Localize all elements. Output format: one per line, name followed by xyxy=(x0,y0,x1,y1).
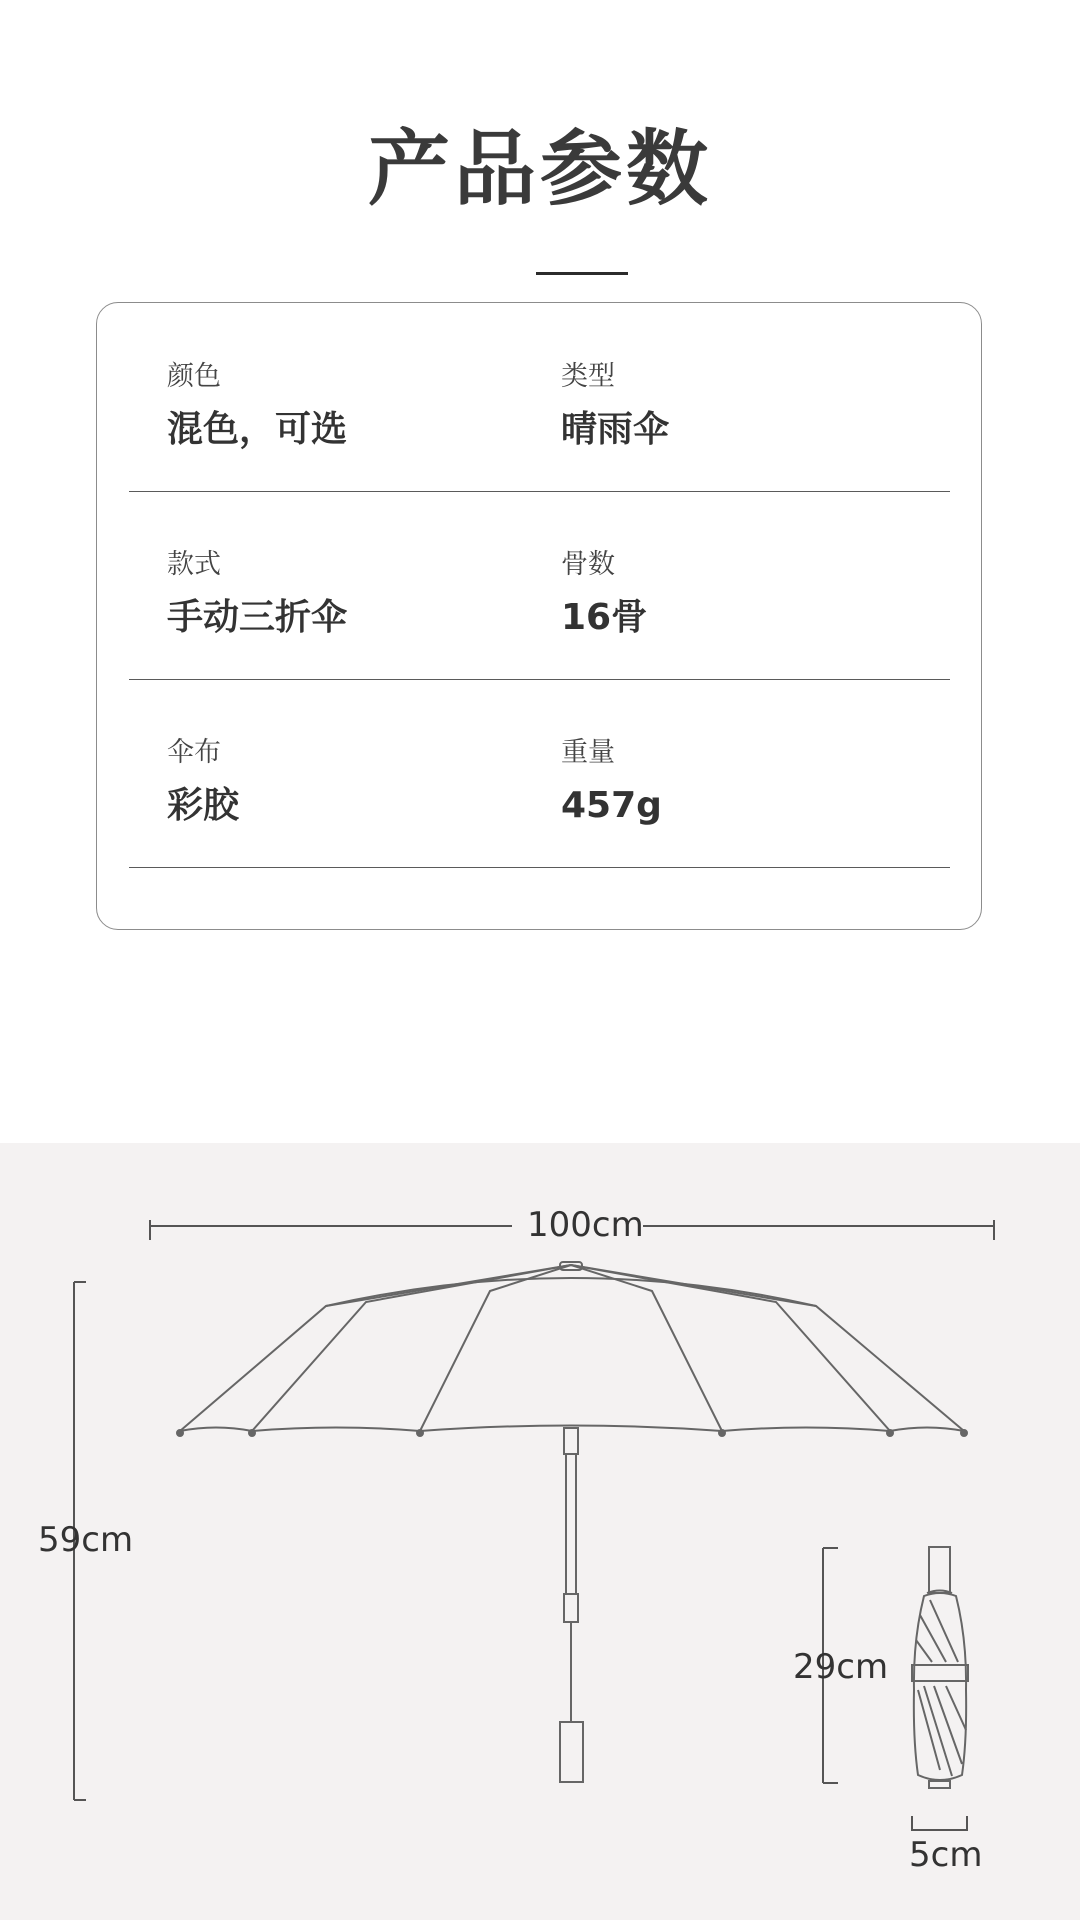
spec-value: 晴雨伞 xyxy=(561,409,670,450)
folded-diameter-label: 5cm xyxy=(909,1835,983,1875)
spec-label: 类型 xyxy=(561,361,615,392)
spec-label: 颜色 xyxy=(167,361,221,392)
open-umbrella-icon xyxy=(177,1262,967,1782)
folded-umbrella-icon xyxy=(912,1547,968,1788)
spec-row xyxy=(129,679,950,868)
spec-cell-type xyxy=(561,363,669,448)
title-underline xyxy=(536,272,628,275)
spec-label: 重量 xyxy=(561,737,615,768)
spec-label: 伞布 xyxy=(167,737,221,768)
dimension-lines xyxy=(0,1143,1080,1920)
spec-cell-style xyxy=(167,551,347,636)
spec-label: 款式 xyxy=(167,549,221,580)
spec-value: 16骨 xyxy=(561,597,648,638)
spec-row xyxy=(129,491,950,680)
spec-card xyxy=(96,302,982,930)
spec-row xyxy=(129,303,950,492)
open-height-label: 59cm xyxy=(38,1520,134,1560)
folded-length-label: 29cm xyxy=(793,1647,889,1687)
spec-cell-weight xyxy=(561,739,662,824)
spec-cell-color xyxy=(167,363,347,448)
spec-cell-fabric xyxy=(167,739,239,824)
page-title: 产品参数 xyxy=(367,121,712,217)
open-width-label: 100cm xyxy=(527,1205,644,1245)
spec-value: 457g xyxy=(561,785,662,826)
spec-cell-ribs xyxy=(561,551,647,636)
spec-label: 骨数 xyxy=(561,549,615,580)
spec-value: 手动三折伞 xyxy=(167,597,348,638)
spec-value: 混色，可选 xyxy=(167,409,348,450)
dimension-diagram xyxy=(0,1143,1080,1920)
spec-value: 彩胶 xyxy=(167,785,240,826)
